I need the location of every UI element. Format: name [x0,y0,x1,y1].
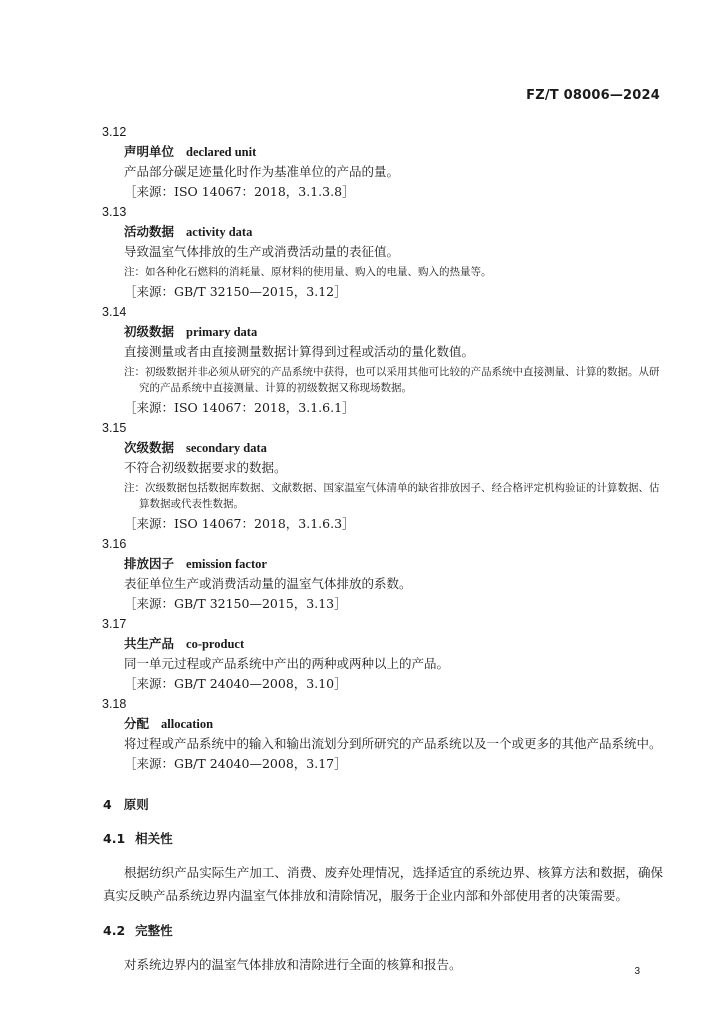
term-note: 注：如各种化石燃料的消耗量、原材料的使用量、购入的电量、购入的热量等。 [124,266,492,278]
term-zh: 排放因子 [124,556,175,571]
term-source: ［来源：ISO 14067：2018，3.1.6.1］ [124,400,355,415]
term-definition: 导致温室气体排放的生产或消费活动量的表征值。 [124,244,400,259]
term-zh: 初级数据 [124,324,175,339]
entry-number: 3.14 [102,305,127,319]
definitions-list [103,122,663,774]
term-note: 注：次级数据包括数据库数据、文献数据、国家温室气体清单的缺省排放因子、经合格评定机构验证的计算数据、估算数据或代表性数据。 [124,482,660,510]
term-heading [124,634,663,654]
term-definition: 表征单位生产或消费活动量的温室气体排放的系数。 [124,576,412,591]
page-number: 3 [634,966,640,977]
term-en: secondary data [186,441,267,455]
term-source: ［来源：GB/T 24040—2008，3.17］ [124,756,347,771]
standard-code-header: FZ/T 08006—2024 [526,88,660,103]
term-heading [124,222,663,242]
section-heading [103,795,663,815]
subsection-title: 完整性 [135,923,173,938]
term-source: ［来源：GB/T 32150—2015，3.13］ [124,596,347,611]
term-en: co-product [186,637,245,651]
term-note: 注：初级数据并非必须从研究的产品系统中获得，也可以采用其他可比较的产品系统中直接测量、计算的数据。从研究的产品系统中直接测量、计算的初级数据又称现场数据。 [124,366,660,394]
definition-entry [103,122,663,202]
term-definition: 不符合初级数据要求的数据。 [124,460,287,475]
entry-number: 3.18 [102,697,127,711]
definition-entry [103,418,663,534]
entry-number: 3.12 [102,125,127,139]
term-heading [124,438,663,458]
subsection-number: 4.1 [103,831,126,846]
section-number: 4 [103,797,112,812]
term-zh: 共生产品 [124,636,175,651]
entry-number: 3.16 [102,537,127,551]
subsection-number: 4.2 [103,923,126,938]
subsection-text: 对系统边界内的温室气体排放和清除进行全面的核算和报告。 [124,957,462,972]
definition-entry [103,694,663,774]
entry-number: 3.13 [102,205,127,219]
definition-entry [103,534,663,614]
term-definition: 直接测量或者由直接测量数据计算得到过程或活动的量化数值。 [124,344,475,359]
term-en: primary data [186,325,258,339]
term-en: declared unit [186,145,257,159]
term-definition: 产品部分碳足迹量化时作为基准单位的产品的量。 [124,164,400,179]
term-en: allocation [161,717,214,731]
definition-entry [103,202,663,302]
subsection-heading [103,921,663,941]
term-definition: 将过程或产品系统中的输入和输出流划分到所研究的产品系统以及一个或更多的其他产品系统中。 [124,736,662,751]
entry-number: 3.17 [102,617,127,631]
definition-entry [103,302,663,418]
subsection-title: 相关性 [135,831,173,846]
term-source: ［来源：ISO 14067：2018，3.1.3.8］ [124,184,355,199]
term-en: activity data [186,225,253,239]
term-heading [124,142,663,162]
term-zh: 活动数据 [124,224,175,239]
term-zh: 声明单位 [124,144,175,159]
term-zh: 次级数据 [124,440,175,455]
term-definition: 同一单元过程或产品系统中产出的两种或两种以上的产品。 [124,656,450,671]
term-heading [124,322,663,342]
term-heading [124,554,663,574]
term-heading [124,714,663,734]
term-source: ［来源：GB/T 24040—2008，3.10］ [124,676,347,691]
term-en: emission factor [186,557,267,571]
subsection-text: 根据纺织产品实际生产加工、消费、废弃处理情况，选择适宜的系统边界、核算方法和数据，确保真实反映产品系统边界内温室气体排放和清除情况，服务于企业内部和外部使用者的决策需要。 [103,865,663,903]
subsection-heading [103,829,663,849]
term-source: ［来源：GB/T 32150—2015，3.12］ [124,284,347,299]
entry-number: 3.15 [102,421,127,435]
section-title: 原则 [123,797,149,812]
definition-entry [103,614,663,694]
section-principles [103,795,663,976]
term-source: ［来源：ISO 14067：2018，3.1.6.3］ [124,516,355,531]
term-zh: 分配 [124,716,150,731]
